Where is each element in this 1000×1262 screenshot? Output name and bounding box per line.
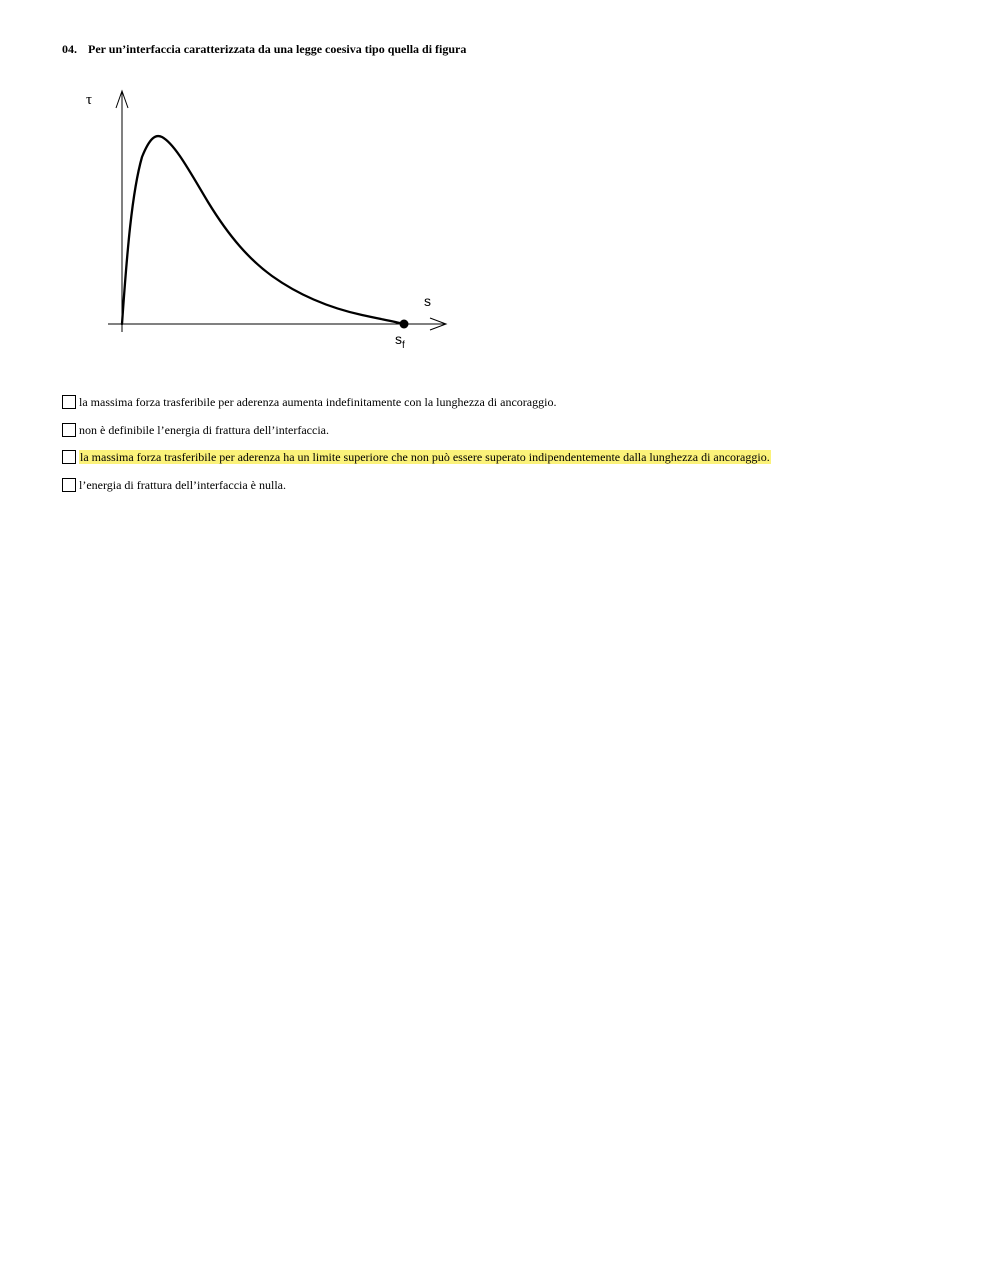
answer-checkbox[interactable] <box>62 395 76 409</box>
answer-options <box>62 393 771 503</box>
answer-text-highlighted: la massima forza trasferibile per aderenza ha un limite superiore che non può essere superato indipendentemente dalla lunghezza di ancoraggio. <box>80 450 770 465</box>
cohesive-law-figure <box>80 82 460 352</box>
cohesive-law-curve <box>122 136 404 324</box>
endpoint-label-subscript: f <box>402 340 405 351</box>
answer-checkbox[interactable] <box>62 478 76 492</box>
answer-option[interactable] <box>62 448 771 466</box>
answer-option[interactable] <box>62 421 771 439</box>
answer-option[interactable] <box>62 476 771 494</box>
question-number: 04. <box>62 42 77 56</box>
answer-checkbox[interactable] <box>62 423 76 437</box>
x-axis-label: s <box>424 293 431 309</box>
answer-text: l’energia di frattura dell’interfaccia è nulla. <box>79 477 286 492</box>
question-title <box>62 42 466 57</box>
answer-text: non è definibile l’energia di frattura dell’interfaccia. <box>79 422 329 437</box>
question-text: Per un’interfaccia caratterizzata da una legge coesiva tipo quella di figura <box>88 42 467 56</box>
endpoint-label <box>395 331 405 351</box>
answer-text: la massima forza trasferibile per aderenza aumenta indefinitamente con la lunghezza di ancoraggio. <box>79 395 557 409</box>
y-axis-label: τ <box>86 92 93 108</box>
answer-option[interactable] <box>62 393 771 411</box>
endpoint-sf-marker <box>400 320 409 329</box>
answer-checkbox[interactable] <box>62 450 76 464</box>
cohesive-law-diagram <box>80 82 460 352</box>
endpoint-label-base: s <box>395 331 402 347</box>
